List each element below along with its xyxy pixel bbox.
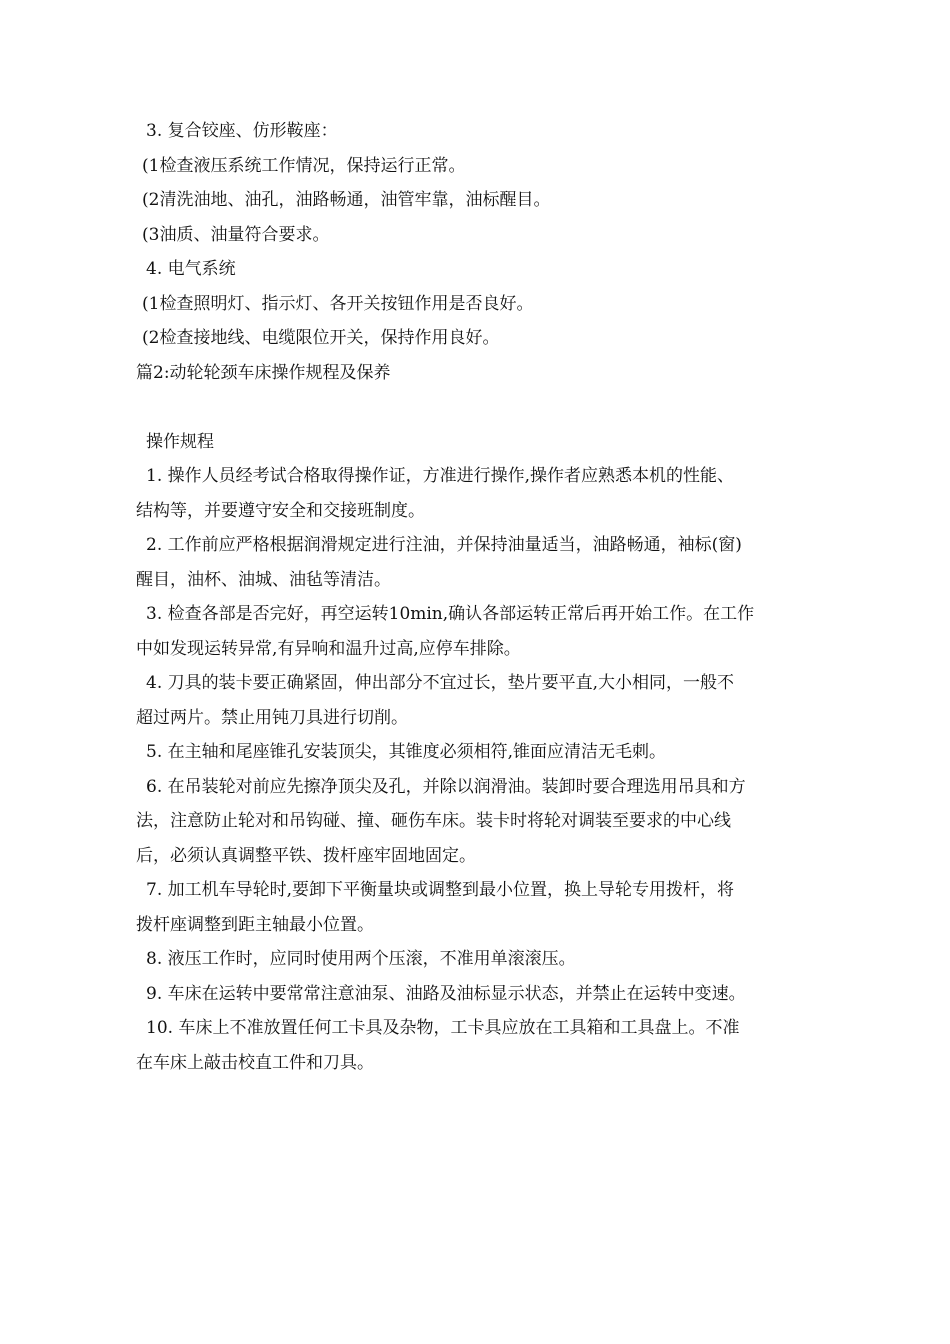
rule-5-line-1: 5. 在主轴和尾座锥孔安装顶尖，其锥度必须相符,锥面应清洁无毛刺。	[146, 742, 667, 762]
section-4-item-2: (2检查接地线、电缆限位开关，保持作用良好。	[142, 328, 500, 348]
rule-1-line-2: 结构等，并要遵守安全和交接班制度。	[136, 500, 425, 521]
rule-8-line-1: 8. 液压工作时，应同时使用两个压滚，不准用单滚滚压。	[146, 949, 576, 969]
rule-9-line-1: 9. 车床在运转中要常常注意油泵、油路及油标显示状态，并禁止在运转中变速。	[146, 983, 746, 1004]
rule-3-line-2: 中如发现运转异常,有异响和温升过高,应停车排除。	[136, 638, 521, 659]
section-3-item-3: (3油质、油量符合要求。	[142, 224, 330, 245]
chapter-2-subtitle: 操作规程	[146, 431, 214, 452]
rule-5	[136, 735, 826, 770]
rule-6-line-3: 后，必须认真调整平铁、拨杆座牢固地固定。	[136, 845, 476, 866]
blank-line	[136, 390, 826, 425]
rule-4	[136, 666, 826, 735]
rule-10-line-2: 在车床上敲击校直工件和刀具。	[136, 1052, 374, 1073]
rule-9	[136, 977, 826, 1012]
section-4-item-1: (1检查照明灯、指示灯、各开关按钮作用是否良好。	[142, 293, 534, 314]
document-body	[136, 114, 826, 1080]
rule-2	[136, 528, 826, 597]
rule-1	[136, 459, 826, 528]
section-4-heading: 4. 电气系统	[146, 259, 236, 279]
rule-4-line-1: 4. 刀具的装卡要正确紧固，伸出部分不宜过长，垫片要平直,大小相同，一般不	[146, 673, 735, 693]
section-3-item-2: (2清洗油地、油孔，油路畅通，油管牢靠，油标醒目。	[142, 190, 551, 210]
rule-3	[136, 597, 826, 666]
rule-7-line-2: 拨杆座调整到距主轴最小位置。	[136, 914, 374, 935]
rule-2-line-2: 醒目，油杯、油城、油毡等清洁。	[136, 569, 391, 590]
rule-7-line-1: 7. 加工机车导轮时,要卸下平衡量块或调整到最小位置，换上导轮专用拨杆，将	[146, 880, 735, 900]
rule-6-line-2: 法，注意防止轮对和吊钩碰、撞、砸伤车床。装卡时将轮对调装至要求的中心线	[136, 811, 731, 831]
rule-10-line-1: 10. 车床上不准放置任何工卡具及杂物，工卡具应放在工具箱和工具盘上。不准	[146, 1018, 740, 1038]
section-3-heading: 3. 复合铰座、仿形鞍座：	[146, 121, 338, 141]
rule-7	[136, 873, 826, 942]
rule-1-line-1: 1. 操作人员经考试合格取得操作证，方准进行操作,操作者应熟悉本机的性能、	[146, 466, 735, 486]
rule-10	[136, 1011, 826, 1080]
rule-8	[136, 942, 826, 977]
chapter-2-title: 篇2:动轮轮颈车床操作规程及保养	[136, 362, 391, 383]
rule-2-line-1: 2. 工作前应严格根据润滑规定进行注油，并保持油量适当，油路畅通，袖标(窗)	[146, 535, 742, 555]
section-3-item-1: (1检查液压系统工作情况，保持运行正常。	[142, 155, 466, 176]
rule-4-line-2: 超过两片。禁止用钝刀具进行切削。	[136, 707, 408, 728]
rule-6-line-1: 6. 在吊装轮对前应先擦净顶尖及孔，并除以润滑油。装卸时要合理选用吊具和方	[146, 776, 746, 797]
rule-6	[136, 770, 826, 874]
rule-3-line-1: 3. 检查各部是否完好，再空运转10min,确认各部运转正常后再开始工作。在工作	[146, 604, 755, 624]
